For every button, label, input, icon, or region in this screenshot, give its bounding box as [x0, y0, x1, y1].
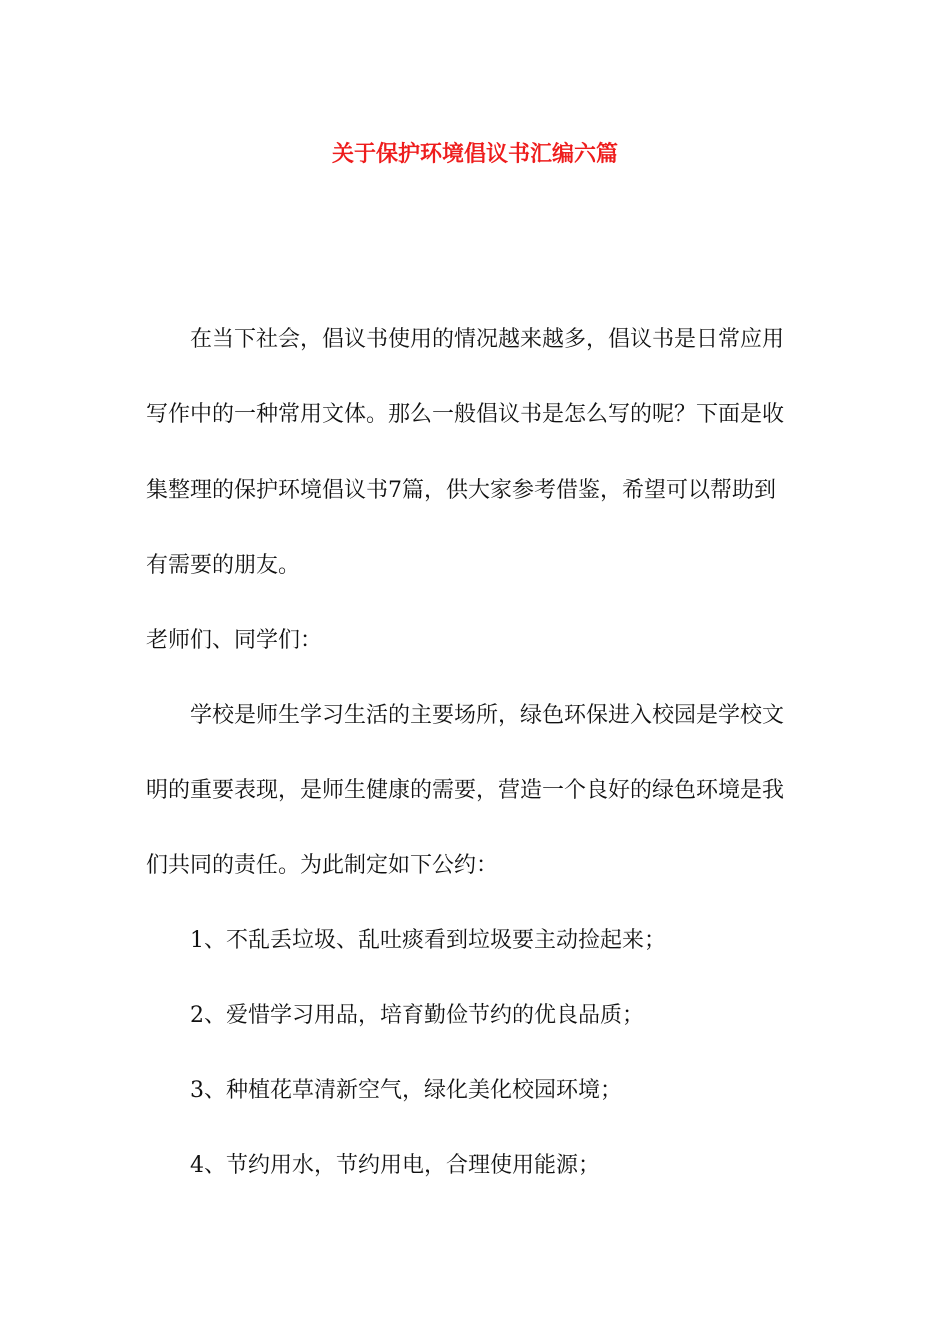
body-line-3: 们共同的责任。为此制定如下公约：: [146, 853, 499, 878]
intro-line-1: 在当下社会，倡议书使用的情况越来越多，倡议书是日常应用: [190, 327, 785, 352]
intro-line-4: 有需要的朋友。: [146, 553, 301, 578]
list-item-2: 2、爱惜学习用品，培育勤俭节约的优良品质；: [190, 1003, 644, 1028]
body-line-1: 学校是师生学习生活的主要场所，绿色环保进入校园是学校文: [190, 703, 785, 728]
list-item-4: 4、节约用水，节约用电，合理使用能源；: [190, 1153, 600, 1178]
list-item-1: 1、不乱丢垃圾、乱吐痰看到垃圾要主动捡起来；: [190, 928, 666, 953]
body-line-2: 明的重要表现，是师生健康的需要，营造一个良好的绿色环境是我: [146, 778, 785, 803]
document-title: 关于保护环境倡议书汇编六篇: [331, 141, 618, 167]
salutation: 老师们、同学们：: [146, 628, 323, 653]
intro-line-3: 集整理的保护环境倡议书7篇，供大家参考借鉴，希望可以帮助到: [146, 478, 776, 503]
list-item-3: 3、种植花草清新空气，绿化美化校园环境；: [190, 1078, 622, 1103]
intro-line-2: 写作中的一种常用文体。那么一般倡议书是怎么写的呢？下面是收: [146, 402, 785, 427]
